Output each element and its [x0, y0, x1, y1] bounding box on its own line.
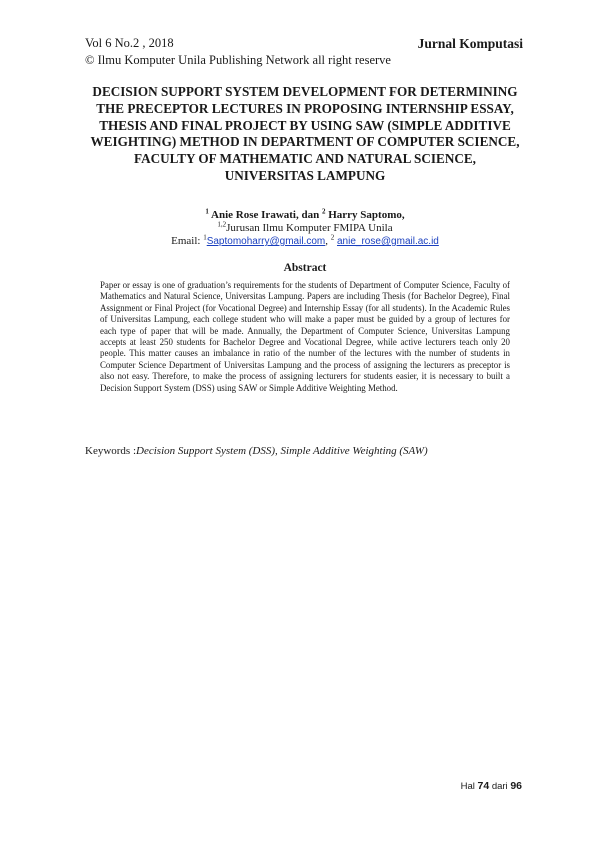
author1-sup: 1	[205, 207, 209, 216]
paper-title: DECISION SUPPORT SYSTEM DEVELOPMENT FOR DETERMINING THE PRECEPTOR LECTURES IN PROPOSING INTERNSHIP ESSAY, THESIS AND FINAL PROJECT BY USING SAW (SIMPLE ADDITIVE WEIGHTING) METHOD IN DEPARTMENT OF COMPUTER SCIENCE, FACULTY OF MATHEMATIC AND NATURAL SCIENCE, UNIVERSITAS LAMPUNG	[90, 84, 520, 183]
author2-sup: 2	[321, 207, 326, 216]
email2-sup: 2	[330, 233, 335, 242]
keywords-terms: Decision Support System (DSS), Simple Additive Weighting (SAW)	[136, 445, 428, 457]
page-total: 96	[510, 780, 522, 792]
abstract-heading: Abstract	[283, 262, 327, 274]
affiliation-line	[85, 222, 525, 234]
abstract-body: Paper or essay is one of graduation’s requirements for the students of Department of Computer Science, Faculty of Mathematics and Natural Science, Universitas Lampung. Papers are including Thesis (for Bachelor Degree), Final Assignment or Final Project (for Vocational Degree) and Internship Essay (for all students). In the Academic Rules of Universitas Lampung, each college student who will make a paper must be guided by a group of lectures for each type of paper that will be made. Annually, the Department of Computer Science, Universitas Lampung accepts at least 250 students for Bachelor Degree and Vocational Degree, while active lecturers teach only 20 people. This matter causes an imbalance in ratio of the number of the lectures with the number of students in Computer Science Department of Universitas Lampung and the process of assigning the lecturers as preceptor is also not easy. Therefore, to make the process of assigning lecturers for students easier, it is necessary to built a Decision Support System (DSS) using SAW or Simple Additive Weighting Method.	[100, 280, 510, 393]
email1-sup: 1	[203, 233, 207, 242]
email-separator: ,	[325, 235, 328, 247]
affiliation-sup: 1,2	[217, 220, 227, 229]
email2-link[interactable]: anie_rose@gmail.ac.id	[336, 236, 439, 247]
page-middle: dari	[491, 781, 508, 792]
email-label: Email:	[171, 235, 201, 247]
journal-name: Jurnal Komputasi	[417, 36, 523, 51]
author-line	[85, 209, 525, 221]
copyright-line: © Ilmu Komputer Unila Publishing Network all right reserve	[85, 53, 391, 67]
keywords-line	[85, 445, 428, 457]
page-prefix: Hal	[460, 781, 475, 792]
affiliation-text: Jurusan Ilmu Komputer FMIPA Unila	[226, 222, 393, 234]
page-number	[461, 780, 522, 792]
keywords-label: Keywords :	[85, 445, 137, 457]
author1-name: Anie Rose Irawati, dan	[211, 209, 320, 221]
email1-link[interactable]: Saptomoharry@gmail.com	[206, 236, 326, 247]
page-current: 74	[477, 780, 490, 792]
author2-name: Harry Saptomo,	[328, 209, 405, 221]
volume-info: Vol 6 No.2 , 2018	[85, 36, 174, 50]
email-line	[85, 235, 525, 247]
